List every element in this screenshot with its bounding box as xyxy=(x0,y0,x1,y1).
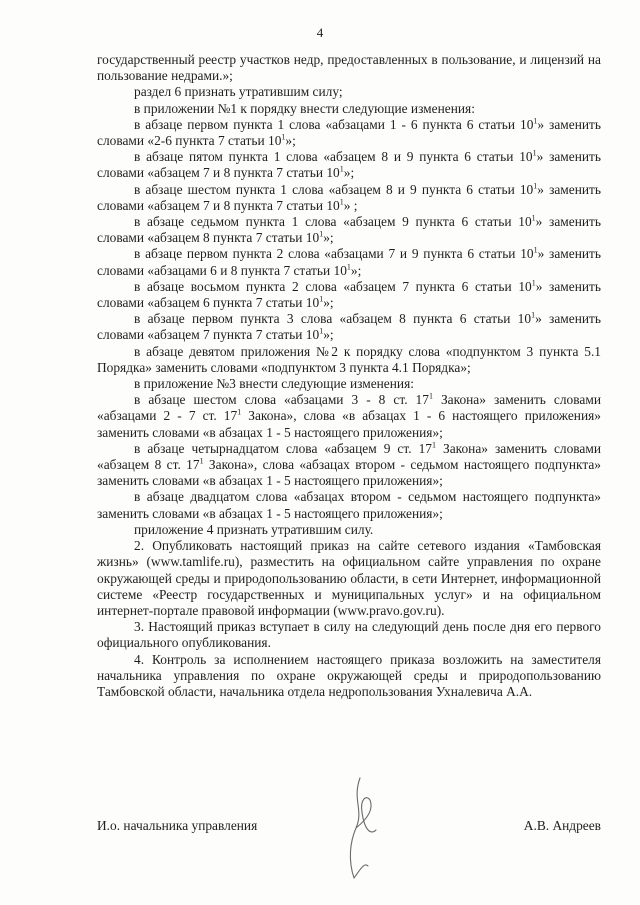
paragraph-text: в абзаце первом пункта 1 слова «абзацами 1 - 6 пункта 6 статьи 10 xyxy=(134,116,534,132)
paragraph-text: »; xyxy=(285,133,296,149)
paragraph xyxy=(97,392,601,441)
paragraph-text: в абзаце шестом слова «абзацами 3 - 8 ст. 17 xyxy=(134,392,429,408)
superscript: 1 xyxy=(428,391,433,401)
paragraph-text: в абзаце четырнадцатом слова «абзацем 9 ст. 17 xyxy=(134,440,432,456)
paragraph-text: Закона», слова «абзацах втором - седьмом настоящего подпункта» заменить словами «в абзацах 1 - 5 настоящего приложения»; xyxy=(97,457,601,489)
superscript: 1 xyxy=(237,408,242,417)
superscript: 1 xyxy=(532,148,537,158)
paragraph xyxy=(97,441,601,490)
paragraph-text: 3. Настоящий приказ вступает в силу на следующий день после дня его первого официального опубликования. xyxy=(97,619,601,651)
paragraph-text: » ; xyxy=(343,197,358,213)
signatory-position: И.о. начальника управления xyxy=(97,818,258,833)
document-body xyxy=(97,52,601,700)
paragraph xyxy=(97,311,601,343)
paragraph xyxy=(97,538,601,619)
paragraph-text: »; xyxy=(323,230,334,246)
paragraph-text: »; xyxy=(350,262,362,278)
paragraph-text: Закона» заменить словами «абзацем 8 ст. 17 xyxy=(97,440,601,473)
paragraph-text: приложение 4 признать утратившим силу. xyxy=(134,521,374,537)
paragraph-text: » заменить словами «абзацем 7 и 8 пункта 7 статьи 10 xyxy=(97,181,602,213)
paragraph xyxy=(97,117,601,149)
paragraph-text: в приложение №3 внести следующие изменения: xyxy=(134,376,414,392)
handwritten-signature xyxy=(330,770,390,890)
paragraph-text: » заменить словами «абзацем 7 пункта 7 статьи 10 xyxy=(97,311,601,343)
paragraph xyxy=(97,522,601,538)
paragraph xyxy=(97,652,601,701)
paragraph-text: 2. Опубликовать настоящий приказ на сайте сетевого издания «Тамбовская жизнь» (www.tamlife.ru), разместить на официальном сайте управления по охране окружающей среды и природопользованию области, в сети Интернет, информационной системе «Реестр государственных и муниципальных услуг» и на официальном интернет-портале правовой информации (www.pravo.gov.ru). xyxy=(97,538,601,618)
paragraph xyxy=(97,52,601,84)
paragraph-text: в абзаце девятом приложения №2 к порядку слова «подпунктом 3 пункта 5.1 Порядка» заменить словами «подпунктом 3 пункта 4.1 Порядка»; xyxy=(97,343,601,375)
paragraph xyxy=(97,246,601,278)
paragraph-text: » заменить словами «абзацем 7 и 8 пункта 7 статьи 10 xyxy=(97,149,602,181)
paragraph xyxy=(97,149,601,181)
superscript: 1 xyxy=(531,213,536,223)
paragraph xyxy=(97,214,601,246)
page-number: 4 xyxy=(316,25,324,40)
superscript: 1 xyxy=(533,181,538,191)
paragraph-text: »; xyxy=(323,327,334,343)
paragraph-text: 4. Контроль за исполнением настоящего приказа возложить на заместителя начальника управления по охране окружающей среды и природопользованию Тамбовской области, начальника отдела недропользования Ухналевича А.А. xyxy=(97,651,601,699)
paragraph-text: в абзаце шестом пункта 1 слова «абзацем 8 и 9 пункта 6 статьи 10 xyxy=(134,181,534,197)
superscript: 1 xyxy=(339,164,344,174)
superscript: 1 xyxy=(531,310,536,320)
paragraph xyxy=(97,84,601,100)
superscript: 1 xyxy=(346,262,351,272)
paragraph xyxy=(97,279,601,311)
superscript: 1 xyxy=(431,440,436,450)
paragraph-text: Закона» заменить словами «абзацами 2 - 7 ст. 17 xyxy=(97,392,601,424)
paragraph-text: раздел 6 признать утратившим силу; xyxy=(134,84,343,100)
paragraph-text: в абзаце первом пункта 3 слова «абзацем 8 пункта 6 статьи 10 xyxy=(134,311,532,327)
paragraph xyxy=(97,489,601,521)
superscript: 1 xyxy=(533,245,538,255)
paragraph-text: »; xyxy=(323,295,334,311)
superscript: 1 xyxy=(319,326,324,336)
paragraph-text: в абзаце первом пункта 2 слова «абзацами 7 и 9 пункта 6 статьи 10 xyxy=(134,246,534,262)
superscript: 1 xyxy=(319,229,324,239)
superscript: 1 xyxy=(533,116,538,126)
paragraph-text: в абзаце двадцатом слова «абзацах втором - седьмом настоящего подпункта» заменить словами «в абзацах 1 - 5 настоящего приложения»; xyxy=(97,489,601,521)
superscript: 1 xyxy=(339,197,344,207)
paragraph-text: » заменить словами «абзацем 8 пункта 7 статьи 10 xyxy=(97,214,601,246)
paragraph xyxy=(97,619,601,651)
superscript: 1 xyxy=(199,456,204,466)
paragraph-text: в абзаце восьмом пункта 2 слова «абзацем 7 пункта 6 статьи 10 xyxy=(134,278,532,294)
paragraph-text: » заменить словами «абзацами 6 и 8 пункта 7 статьи 10 xyxy=(97,246,601,278)
paragraph-text: государственный реестр участков недр, предоставленных в пользование, и лицензий на пользование недрами.»; xyxy=(97,52,601,84)
paragraph-text: » заменить словами «абзацем 6 пункта 7 статьи 10 xyxy=(97,278,602,311)
paragraph xyxy=(97,101,601,117)
signatory-name: А.В. Андреев xyxy=(523,818,601,833)
paragraph-text: в абзаце седьмом пункта 1 слова «абзацем 9 пункта 6 статьи 10 xyxy=(134,214,532,230)
paragraph-text: » заменить словами «2-6 пункта 7 статьи 10 xyxy=(97,116,602,149)
paragraph xyxy=(97,182,601,214)
paragraph xyxy=(97,376,601,392)
superscript: 1 xyxy=(319,294,324,304)
superscript: 1 xyxy=(281,132,286,142)
superscript: 1 xyxy=(531,278,536,288)
paragraph-text: »; xyxy=(343,165,355,181)
paragraph-text: в приложении №1 к порядку внести следующие изменения: xyxy=(134,100,475,116)
paragraph-text: в абзаце пятом пункта 1 слова «абзацем 8 и 9 пункта 6 статьи 10 xyxy=(134,149,533,165)
paragraph xyxy=(97,344,601,376)
paragraph-text: Закона», слова «в абзацах 1 - 6 настоящего приложения» заменить словами «в абзацах 1 - 5 настоящего приложения»; xyxy=(97,408,601,440)
